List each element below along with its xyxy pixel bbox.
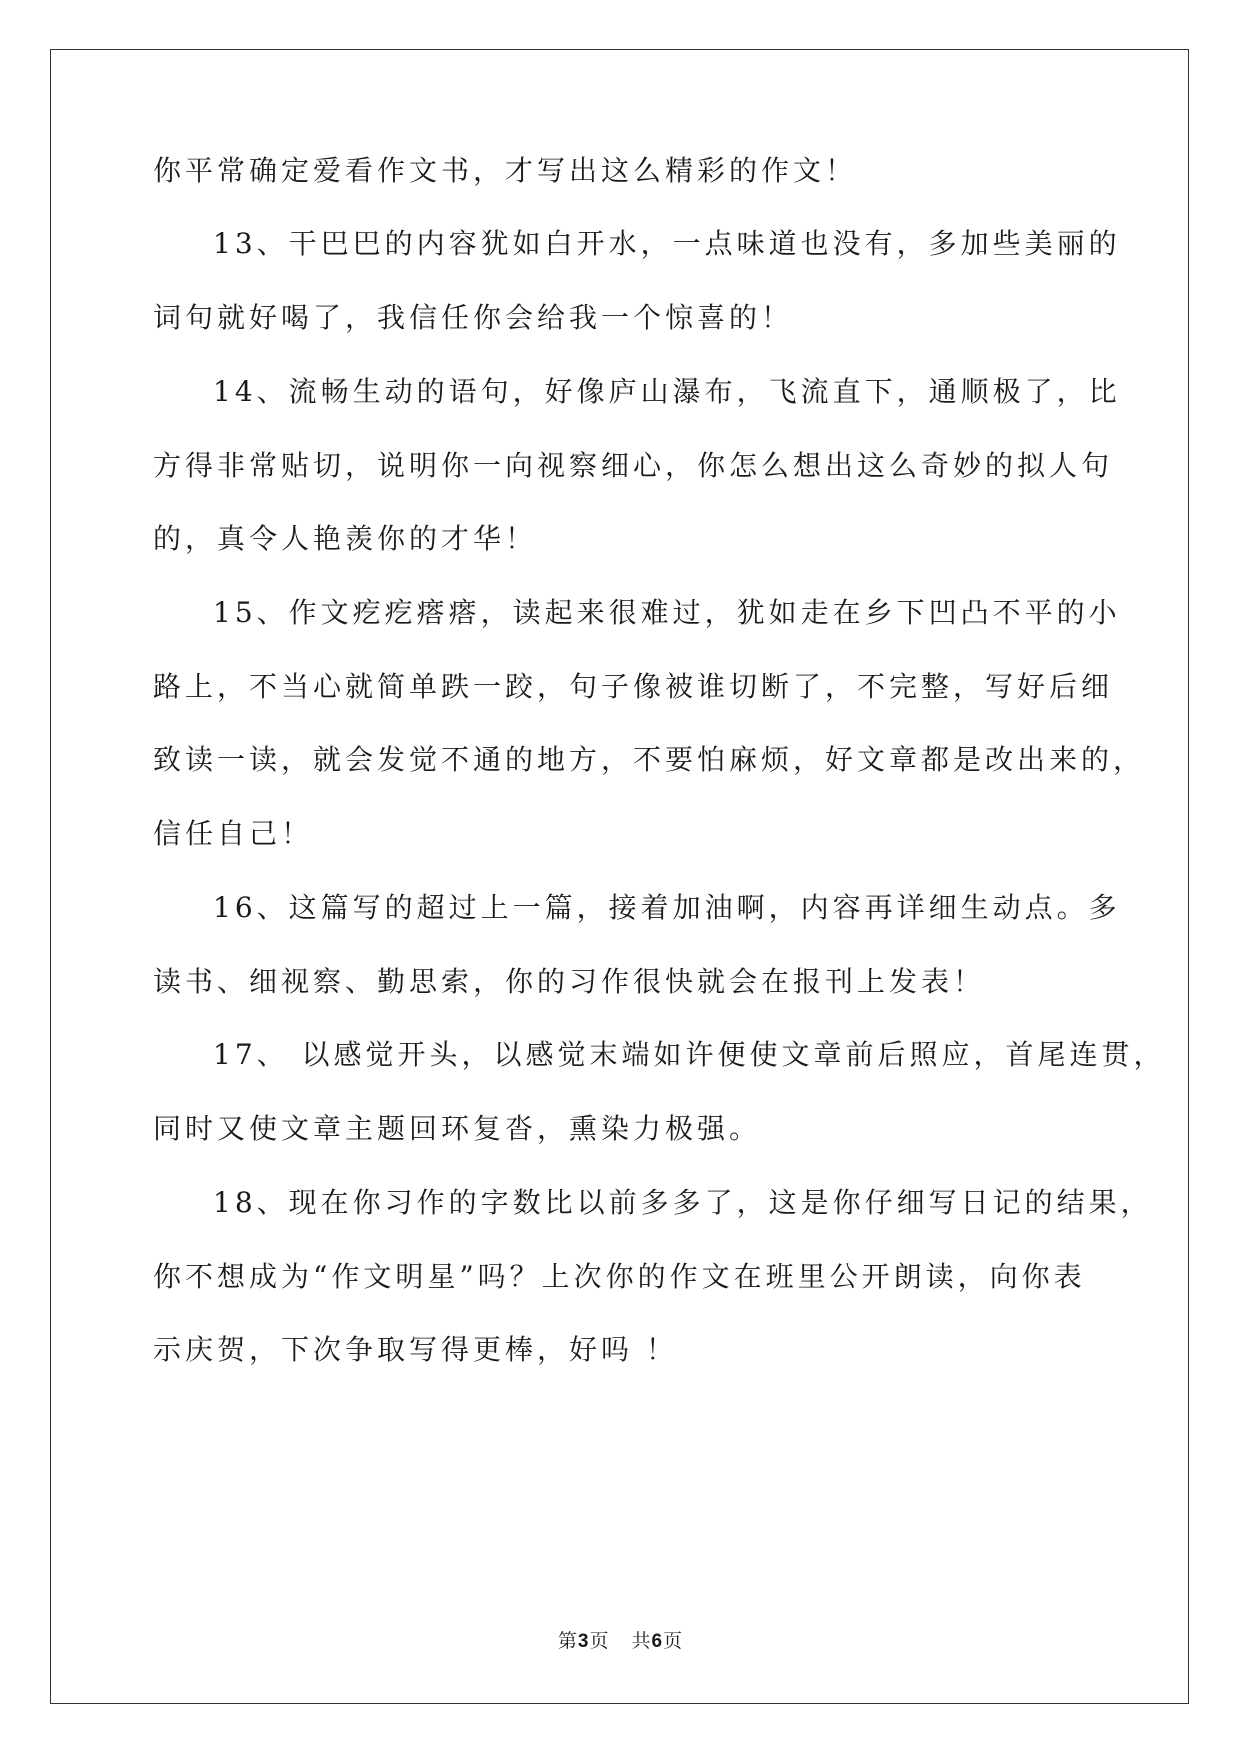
text-line: 读书、细视察、勤思索，你的习作很快就会在报刊上发表！ xyxy=(153,965,986,998)
text-line: 15、作文疙疙瘩瘩，读起来很难过，犹如走在乡下凹凸不平的小 xyxy=(213,596,1121,629)
text-line: 方得非常贴切，说明你一向视察细心，你怎么想出这么奇妙的拟人句 xyxy=(153,449,1114,482)
text-line: 路上，不当心就简单跌一跤，句子像被谁切断了，不完整，写好后细 xyxy=(153,670,1114,703)
text-line: 的，真令人艳羡你的才华！ xyxy=(153,522,538,555)
text-line: 18、现在你习作的字数比以前多多了，这是你仔细写日记的结果， xyxy=(213,1186,1153,1219)
text-line: 17、 以感觉开头，以感觉末端如许便使文章前后照应，首尾连贯， xyxy=(213,1038,1166,1071)
page-number: 3 xyxy=(577,1631,590,1652)
page-footer xyxy=(0,1628,1241,1655)
total-suffix: 页 xyxy=(663,1630,684,1652)
text-line: 信任自己！ xyxy=(153,817,314,850)
text-line: 13、干巴巴的内容犹如白开水，一点味道也没有，多加些美丽的 xyxy=(213,227,1121,260)
text-line: 你平常确定爱看作文书，才写出这么精彩的作文！ xyxy=(153,154,858,187)
text-line: 16、这篇写的超过上一篇，接着加油啊，内容再详细生动点。多 xyxy=(213,891,1121,924)
total-pages: 6 xyxy=(651,1631,664,1652)
text-line: 示庆贺，下次争取写得更棒，好吗 ！ xyxy=(153,1333,678,1366)
text-line: 致读一读，就会发觉不通的地方，不要怕麻烦，好文章都是改出来的， xyxy=(153,743,1146,776)
text-line: 同时又使文章主题回环复沓，熏染力极强。 xyxy=(153,1112,762,1145)
text-line: 词句就好喝了，我信任你会给我一个惊喜的！ xyxy=(153,301,794,334)
page-prefix: 第 xyxy=(557,1630,578,1652)
text-line: 你不想成为“作文明星”吗？上次你的作文在班里公开朗读，向你表 xyxy=(153,1260,1086,1293)
page-suffix: 页 xyxy=(589,1630,610,1652)
total-prefix: 共 xyxy=(631,1630,652,1652)
text-line: 14、流畅生动的语句，好像庐山瀑布，飞流直下，通顺极了，比 xyxy=(213,375,1121,408)
